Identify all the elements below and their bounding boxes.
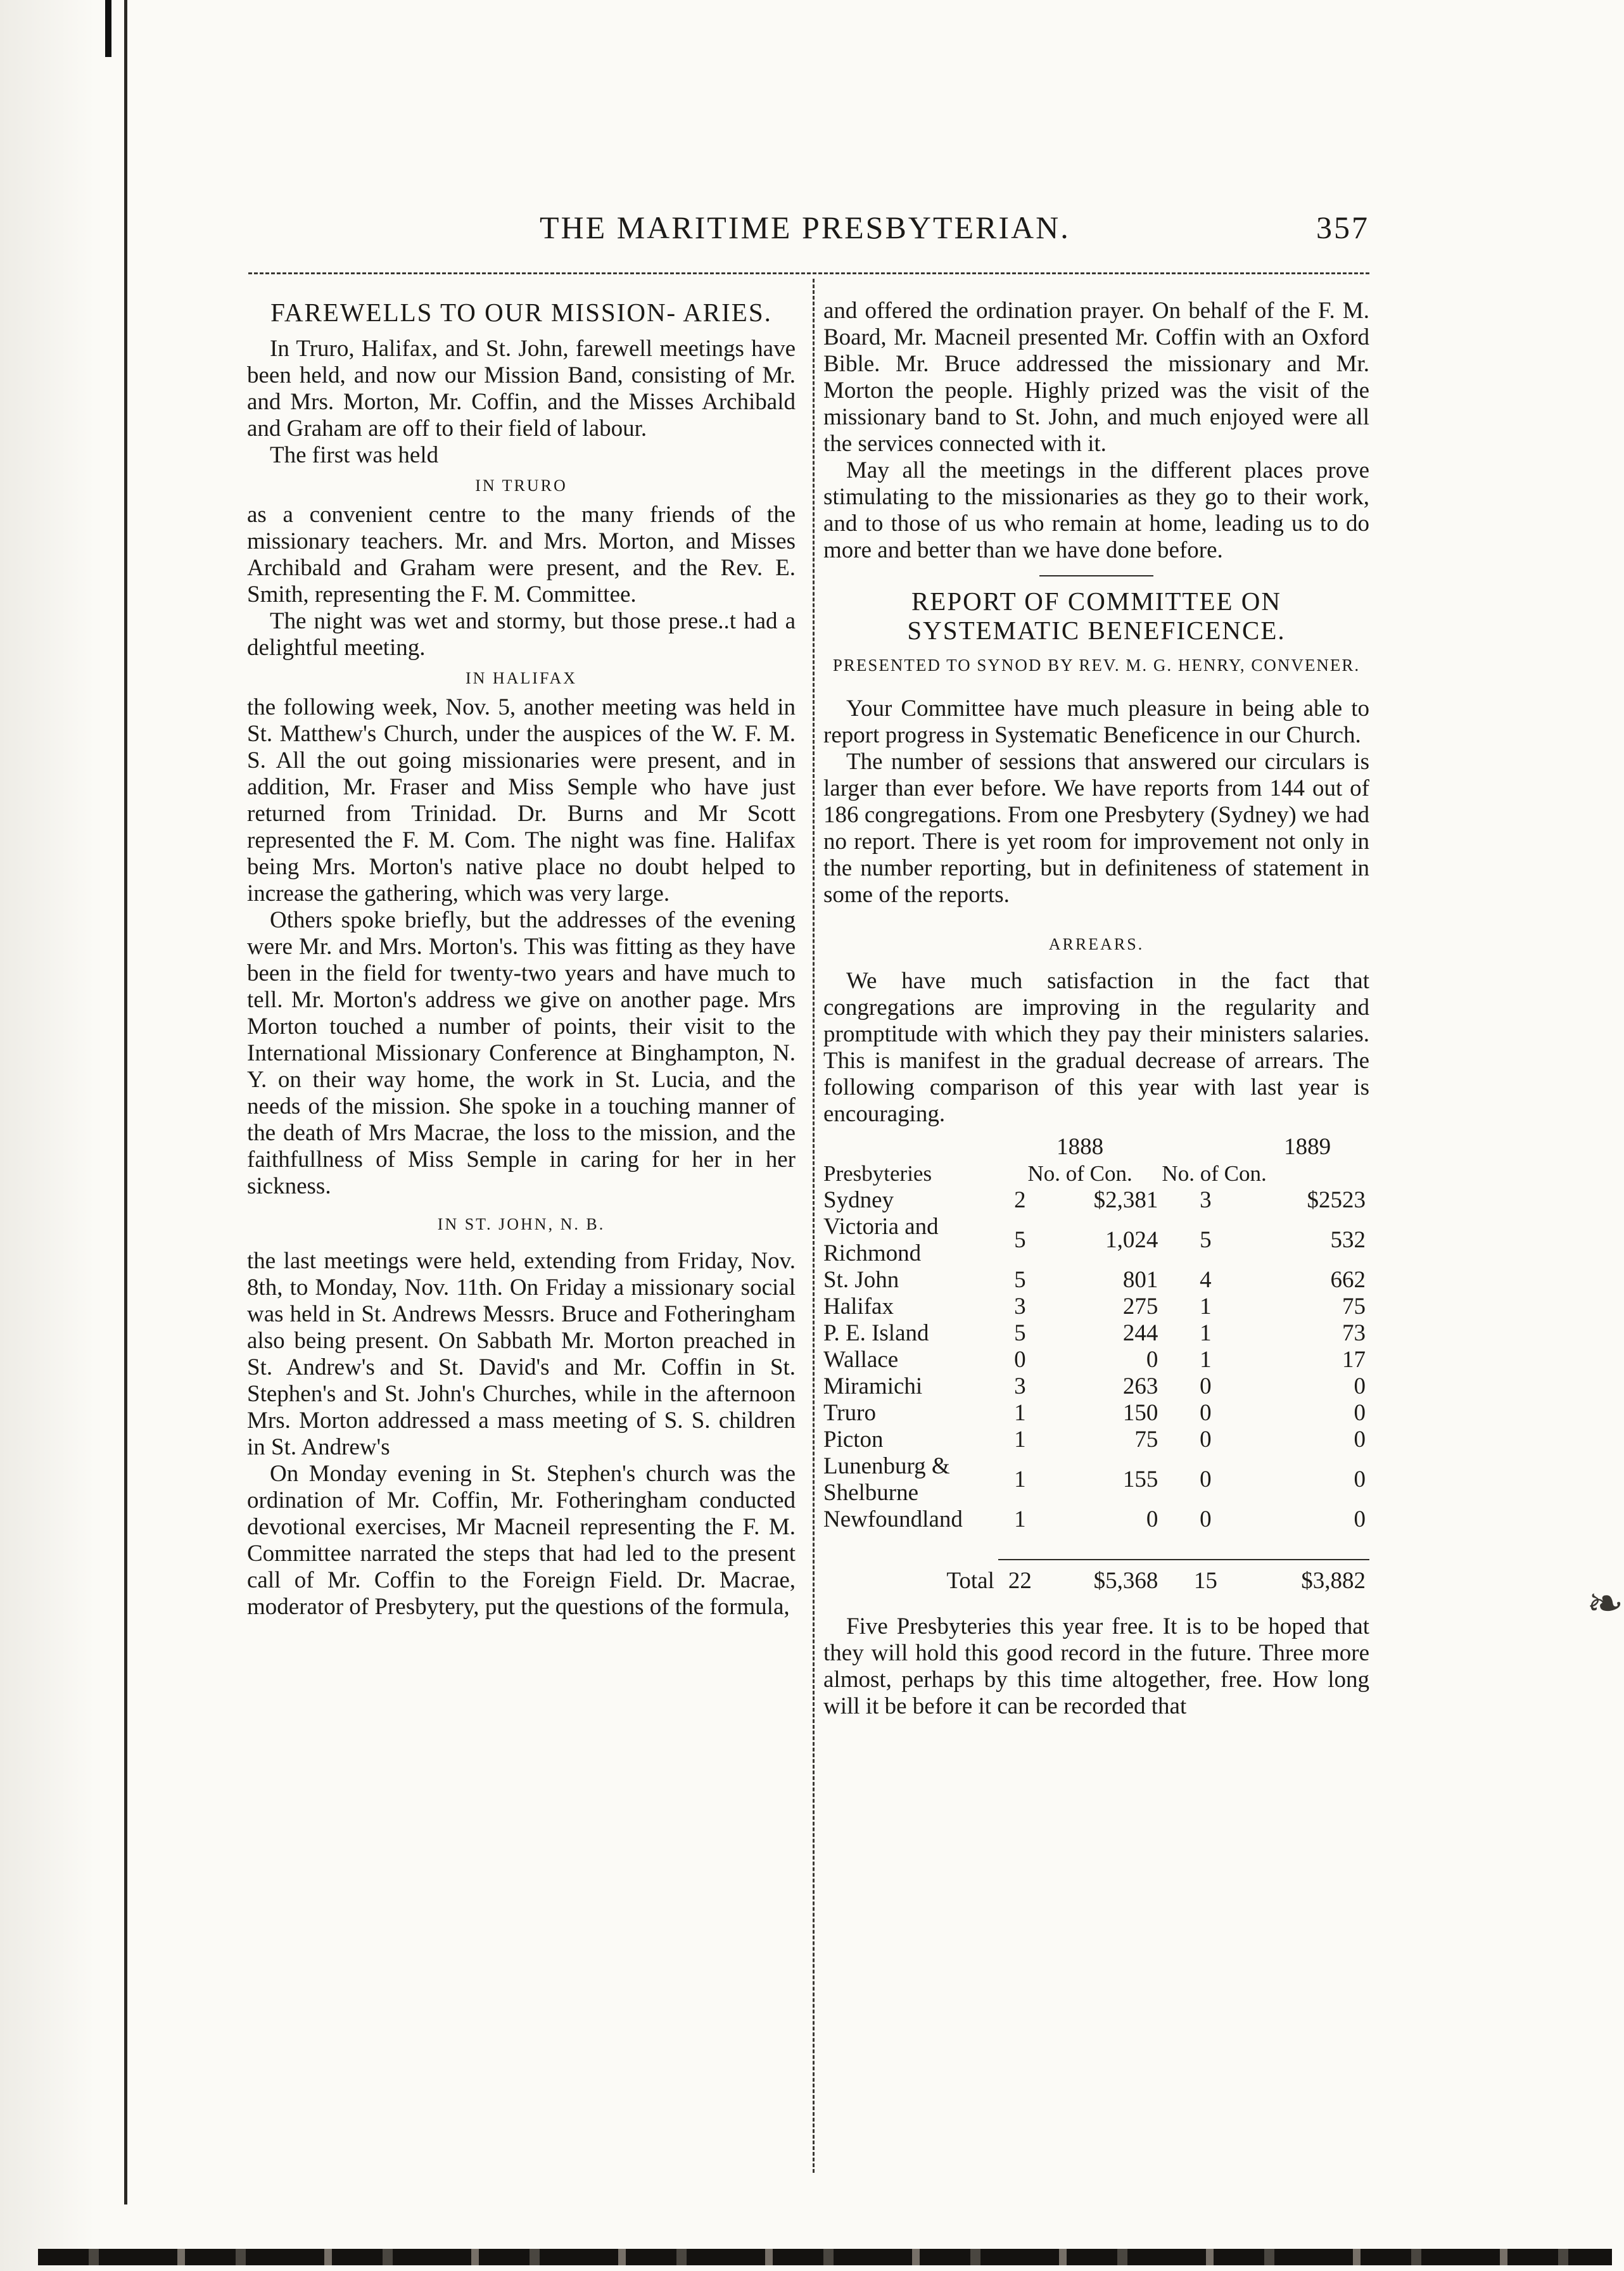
total-label: Total <box>946 1567 994 1594</box>
congregations-1888: 2 <box>1014 1187 1026 1213</box>
arrears-1888: 150 <box>1122 1400 1158 1426</box>
arrears-1889: 0 <box>1354 1400 1366 1426</box>
page-number: 357 <box>1316 210 1369 245</box>
table-row <box>823 1214 1369 1267</box>
arrears-1889: 0 <box>1354 1466 1366 1492</box>
table-row <box>823 1453 1369 1506</box>
arrears-1888: 263 <box>1122 1373 1158 1399</box>
running-header <box>248 209 1369 253</box>
table-row <box>823 1400 1369 1427</box>
presbytery-name: Truro <box>823 1400 876 1426</box>
table-row <box>823 1267 1369 1294</box>
arrears-1889: $2523 <box>1307 1187 1366 1213</box>
section-separator <box>1039 575 1153 576</box>
arrears-1889: 17 <box>1342 1347 1366 1373</box>
farewells-title: FAREWELLS TO OUR MISSION- ARIES. <box>270 298 772 327</box>
presbytery-name: Victoria and Richmond <box>823 1214 939 1266</box>
closing-paragraph: Five Presbyteries this year free. It is to be hoped that they will hold this good record in the future. Three more almost, perhaps by this time altogether, free. How long will it be before it can be recorded that <box>823 1613 1369 1719</box>
total-con-1888: 22 <box>1008 1568 1032 1594</box>
table-row <box>823 1294 1369 1320</box>
farewells-intro: In Truro, Halifax, and St. John, farewell meetings have been held, and now our Mission Band, consisting of Mr. and Mrs. Morton, Mr. Coffin, and the Misses Archibald and Graham are off to their field of labour. <box>247 336 796 442</box>
header-no-of-con-1888: No. of Con. <box>1027 1161 1132 1186</box>
presbytery-name: Sydney <box>823 1187 894 1213</box>
header-no-of-con-1889: No. of Con. <box>1162 1161 1267 1186</box>
subhead-truro: IN TRURO <box>475 476 568 495</box>
presbytery-name: Wallace <box>823 1347 899 1373</box>
arrears-1889: 73 <box>1342 1320 1366 1346</box>
presbytery-name: Picton <box>823 1427 884 1453</box>
total-rule-row <box>823 1533 1369 1560</box>
table-row <box>823 1320 1369 1347</box>
page-left-edge-shadow <box>0 0 95 2271</box>
st-john-paragraph: the last meetings were held, extending from Friday, Nov. 8th, to Monday, Nov. 11th. On Friday a missionary social was held in St. Andrews Messrs. Bruce and Fotheringham also being present. On Sabbath Mr. Morton preached in St. Andrew's and St. David's and Mr. Coffin in St. Stephen's and St. John's Churches, while in the afternoon Mrs. Morton addressed a mass meeting of S. S. children in St. Andrew's <box>247 1248 796 1460</box>
arrears-1888: 801 <box>1122 1267 1158 1293</box>
congregations-1889: 0 <box>1200 1427 1212 1453</box>
table-total-row <box>823 1560 1369 1594</box>
header-rule <box>248 272 1369 274</box>
congregations-1888: 5 <box>1014 1320 1026 1346</box>
congregations-1889: 1 <box>1200 1294 1212 1320</box>
congregations-1889: 0 <box>1200 1400 1212 1426</box>
column-divider <box>813 279 815 2173</box>
truro-paragraph: as a convenient centre to the many friends of the missionary teachers. Mr. and Mrs. Morton, and Misses Archibald and Graham were present, and the Rev. E. Smith, representing the F. M. Committee. <box>247 502 796 608</box>
congregations-1888: 5 <box>1014 1267 1026 1293</box>
arrears-1889: 75 <box>1342 1294 1366 1320</box>
subhead-halifax: IN HALIFAX <box>465 669 578 687</box>
congregations-1889: 0 <box>1200 1466 1212 1492</box>
arrears-1888: 75 <box>1134 1427 1158 1453</box>
arrears-1888: 275 <box>1122 1294 1158 1320</box>
left-column <box>247 298 796 1620</box>
congregations-1888: 5 <box>1014 1227 1026 1253</box>
table-header-row <box>823 1161 1369 1187</box>
arrears-table <box>823 1134 1369 1594</box>
halifax-paragraph-2: Others spoke briefly, but the addresses of the evening were Mr. and Mrs. Morton's. This was fitting as they have been in the field for twenty-two years and have much to tell. Mr. Morton's address we give on another page. Mrs Morton touched a number of points, their visit to the International Missionary Conference at Binghampton, N. Y. on their way home, the work in St. Lucia, and the needs of the mission. She spoke in a touching manner of the death of Mrs Macrae, the loss to the mission, and the faithfullness of Miss Semple in caring for her in her sickness. <box>247 907 796 1199</box>
subhead-arrears: ARREARS. <box>1048 935 1145 953</box>
presbytery-name: Miramichi <box>823 1373 923 1399</box>
farewells-closing-wish: May all the meetings in the different places prove stimulating to the missionaries as they go to their work, and to those of us who remain at home, leading us to do more and better than we have done before. <box>823 457 1369 563</box>
header-presbyteries: Presbyteries <box>823 1161 932 1186</box>
halifax-paragraph: the following week, Nov. 5, another meeting was held in St. Matthew's Church, under the auspices of the W. F. M. S. All the out going missionaries were present, and in addition, Mr. Fraser and Miss Semple who have just returned from Trinidad. Dr. Burns and Mr Scott represented the F. M. Com. The night was fine. Halifax being Mrs. Morton's native place no doubt helped to increase the gathering, which was very large. <box>247 694 796 906</box>
binding-mark <box>105 0 111 57</box>
table-row <box>823 1187 1369 1214</box>
presbytery-name: Lunenburg & Shelburne <box>823 1453 950 1506</box>
arrears-1888: 0 <box>1146 1347 1158 1373</box>
congregations-1889: 0 <box>1200 1506 1212 1532</box>
journal-title: THE MARITIME PRESBYTERIAN. <box>540 210 1070 245</box>
binding-rule <box>124 0 127 2204</box>
arrears-1889: 0 <box>1354 1506 1366 1532</box>
congregations-1889: 0 <box>1200 1373 1212 1399</box>
arrears-1888: 1,024 <box>1105 1227 1158 1253</box>
right-column <box>823 298 1369 1720</box>
report-byline: PRESENTED TO SYNOD BY REV. M. G. HENRY, CONVENER. <box>832 656 1361 675</box>
table-row <box>823 1347 1369 1373</box>
congregations-1888: 1 <box>1014 1400 1026 1426</box>
presbytery-name: Newfoundland <box>823 1506 963 1532</box>
report-paragraph-1: Your Committee have much pleasure in being able to report progress in Systematic Beneficence in our Church. <box>823 696 1369 748</box>
congregations-1889: 4 <box>1200 1267 1212 1293</box>
table-row <box>823 1373 1369 1400</box>
farewells-first-held: The first was held <box>270 442 439 468</box>
arrears-1888: $2,381 <box>1093 1187 1158 1213</box>
year-1888: 1888 <box>1056 1134 1104 1160</box>
congregations-1888: 1 <box>1014 1466 1026 1492</box>
total-amount-1889: $3,882 <box>1301 1568 1366 1594</box>
arrears-paragraph: We have much satisfaction in the fact that congregations are improving in the regularity and promptitude with which they pay their ministers salaries. This is manifest in the gradual decrease of arrears. The following comparison of this year with last year is encouraging. <box>823 968 1369 1127</box>
year-1889: 1889 <box>1284 1134 1331 1160</box>
congregations-1889: 5 <box>1200 1227 1212 1253</box>
arrears-1888: 244 <box>1122 1320 1158 1346</box>
subhead-st-john: IN ST. JOHN, N. B. <box>437 1215 606 1233</box>
table-row <box>823 1427 1369 1453</box>
report-title: REPORT OF COMMITTEE ON SYSTEMATIC BENEFICENCE. <box>907 587 1286 645</box>
total-amount-1888: $5,368 <box>1093 1568 1158 1594</box>
arrears-1889: 0 <box>1354 1373 1366 1399</box>
arrears-1889: 662 <box>1330 1267 1366 1293</box>
presbytery-name: P. E. Island <box>823 1320 929 1346</box>
presbytery-name: St. John <box>823 1267 899 1293</box>
truro-paragraph-2: The night was wet and stormy, but those prese..t had a delightful meeting. <box>247 608 796 661</box>
arrears-1889: 532 <box>1330 1227 1366 1253</box>
farewells-continued: and offered the ordination prayer. On behalf of the F. M. Board, Mr. Macneil presented Mr. Coffin with an Oxford Bible. Mr. Bruce addressed the missionary and Mr. Morton the people. Highly prized was the visit of the missionary band to St. John, and much enjoyed were all the services connected with it. <box>823 298 1369 457</box>
arrears-1888: 0 <box>1146 1506 1158 1532</box>
presbytery-name: Halifax <box>823 1294 894 1320</box>
st-john-paragraph-2: On Monday evening in St. Stephen's church was the ordination of Mr. Coffin, Mr. Fotheringham conducted devotional exercises, Mr Macneil representing the F. M. Committee narrated the steps that had led to the present call of Mr. Coffin to the Foreign Field. Dr. Macrae, moderator of Presbytery, put the questions of the formula, <box>247 1461 796 1620</box>
arrears-1889: 0 <box>1354 1427 1366 1453</box>
report-paragraph-2: The number of sessions that answered our circulars is larger than ever before. We have reports from 144 out of 186 congregations. From one Presbytery (Sydney) we had no report. There is yet room for improvement not only in the number reporting, but in definiteness of statement in some of the reports. <box>823 749 1369 908</box>
congregations-1888: 1 <box>1014 1506 1026 1532</box>
scan-bottom-edge <box>38 2249 1612 2265</box>
table-year-row <box>823 1134 1369 1161</box>
congregations-1889: 3 <box>1200 1187 1212 1213</box>
margin-curl-mark: ❧ <box>1587 1580 1624 1629</box>
congregations-1888: 3 <box>1014 1373 1026 1399</box>
congregations-1889: 1 <box>1200 1347 1212 1373</box>
congregations-1888: 0 <box>1014 1347 1026 1373</box>
arrears-1888: 155 <box>1122 1466 1158 1492</box>
congregations-1888: 1 <box>1014 1427 1026 1453</box>
congregations-1888: 3 <box>1014 1294 1026 1320</box>
table-row <box>823 1506 1369 1533</box>
total-con-1889: 15 <box>1193 1568 1217 1594</box>
congregations-1889: 1 <box>1200 1320 1212 1346</box>
